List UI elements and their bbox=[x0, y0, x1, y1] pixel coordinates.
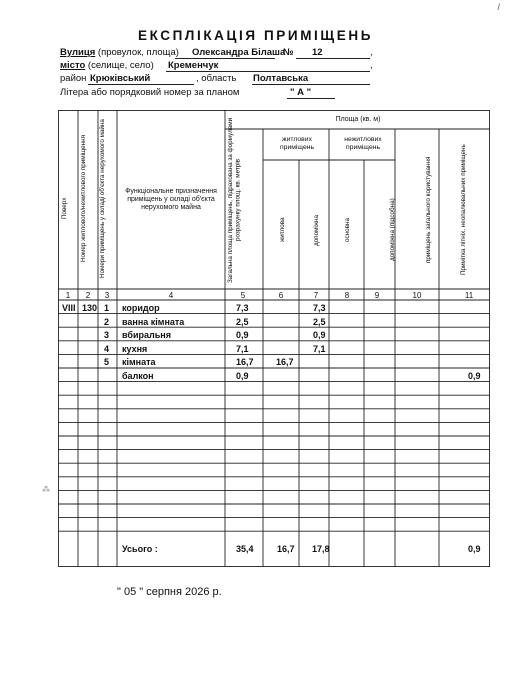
column-number-6: 6 bbox=[278, 291, 284, 300]
column-number-9: 9 bbox=[374, 291, 380, 300]
city-underline bbox=[166, 71, 370, 72]
column-number-5: 5 bbox=[240, 291, 246, 300]
city-line bbox=[60, 60, 154, 71]
litera-underline bbox=[287, 98, 335, 99]
city-suffix: (селище, село) bbox=[87, 60, 154, 71]
cell-total: 2,5 bbox=[236, 316, 249, 327]
cell-purpose: вбиральня bbox=[122, 330, 171, 341]
column-number-4: 4 bbox=[168, 291, 174, 300]
cell-room: 2 bbox=[104, 316, 110, 327]
column-number-2: 2 bbox=[85, 291, 91, 300]
cell-room: 3 bbox=[104, 330, 110, 341]
number-label: № bbox=[283, 47, 294, 58]
cell-total: 0,9 bbox=[236, 330, 249, 341]
street-underline bbox=[175, 58, 275, 59]
column-number-8: 8 bbox=[344, 291, 350, 300]
header-area-group: Площа (кв. м) bbox=[335, 116, 381, 124]
street-label: Вулиця bbox=[60, 47, 96, 58]
cell-total: 7,1 bbox=[236, 343, 249, 354]
street-suffix: (провулок, площа) bbox=[97, 47, 179, 58]
cell-total: 0,9 bbox=[236, 371, 249, 381]
document-date: " 05 " серпня 2026 р. bbox=[117, 586, 222, 598]
header-room-no: Номери приміщень у складі об'єкта нерухомого майна bbox=[99, 119, 106, 279]
header-purpose: Функціональне призначення приміщень у складі об'єкта нерухомого майна bbox=[125, 187, 217, 212]
header-nonresidential-group: нежитлових приміщень bbox=[344, 136, 382, 151]
cell-living: 16,7 bbox=[276, 357, 294, 368]
street-comma: , bbox=[370, 47, 373, 58]
header-common-use: приміщень загального користування bbox=[425, 156, 432, 264]
header-nonres-auxiliary: допоміжна (підсобна) bbox=[389, 198, 396, 262]
header-apartment-no: Номер житлового/нежитлового приміщення bbox=[80, 135, 87, 263]
cell-total: 7,3 bbox=[236, 303, 249, 313]
street-line bbox=[60, 47, 179, 58]
header-nonres-main: основна bbox=[344, 218, 351, 242]
cell-purpose: коридор bbox=[122, 303, 160, 313]
number-value: 12 bbox=[312, 47, 323, 58]
header-note: Примітка літніх, неопалювальних приміщень bbox=[460, 144, 467, 276]
cell-purpose: ванна кімната bbox=[122, 316, 185, 327]
number-underline bbox=[296, 58, 370, 59]
document-title: ЕКСПЛІКАЦІЯ ПРИМІЩЕНЬ bbox=[138, 28, 374, 43]
corner-slash-mark: / bbox=[497, 2, 500, 12]
header-total-area: Загальна площа приміщень, підрахована за формулами розрахунку площ, кв. метрів bbox=[227, 117, 242, 283]
region-label: , область bbox=[196, 73, 237, 84]
litera-label: Літера або порядковий номер за планом bbox=[60, 87, 240, 98]
district-value: Крюківський bbox=[90, 73, 151, 84]
cell-apt: 130 bbox=[82, 303, 98, 313]
cell-purpose: кімната bbox=[122, 357, 156, 368]
cell-purpose: балкон bbox=[122, 371, 154, 381]
city-label: місто bbox=[60, 60, 86, 71]
total-area-value: 35,4 bbox=[236, 544, 254, 554]
cell-room: 4 bbox=[104, 343, 110, 354]
cell-purpose: кухня bbox=[122, 343, 148, 354]
stamp-mark: ⁂ bbox=[42, 485, 50, 494]
header-floor: Поверх bbox=[61, 197, 68, 219]
column-number-3: 3 bbox=[104, 291, 110, 300]
header-res-living: житлова bbox=[279, 217, 286, 243]
cell-aux: 0,9 bbox=[313, 330, 326, 341]
city-value: Кременчук bbox=[168, 60, 219, 71]
cell-room: 1 bbox=[104, 303, 110, 313]
region-underline bbox=[252, 84, 370, 85]
column-number-10: 10 bbox=[412, 291, 422, 300]
cell-aux: 7,3 bbox=[313, 303, 326, 313]
cell-note: 0,9 bbox=[468, 371, 481, 381]
cell-aux: 2,5 bbox=[313, 316, 326, 327]
cell-total: 16,7 bbox=[236, 357, 254, 368]
total-living-value: 16,7 bbox=[277, 544, 295, 554]
litera-value: " А " bbox=[290, 87, 312, 98]
district-underline bbox=[88, 84, 194, 85]
street-value: Олександра Білаша bbox=[192, 47, 286, 58]
district-label: район bbox=[60, 73, 87, 84]
header-res-auxiliary: допоміжна bbox=[313, 214, 320, 246]
column-number-7: 7 bbox=[313, 291, 319, 300]
total-note-value: 0,9 bbox=[468, 544, 481, 554]
region-value: Полтавська bbox=[253, 73, 309, 84]
column-number-1: 1 bbox=[65, 291, 71, 300]
cell-room: 5 bbox=[104, 357, 110, 368]
header-residential-group: житлових приміщень bbox=[279, 136, 315, 151]
cell-aux: 7,1 bbox=[313, 343, 326, 354]
total-aux-value: 17,8 bbox=[312, 544, 330, 554]
total-label: Усього : bbox=[122, 544, 158, 554]
city-comma: , bbox=[370, 60, 373, 71]
column-number-11: 11 bbox=[464, 291, 474, 300]
cell-floor: VIII bbox=[62, 303, 76, 313]
